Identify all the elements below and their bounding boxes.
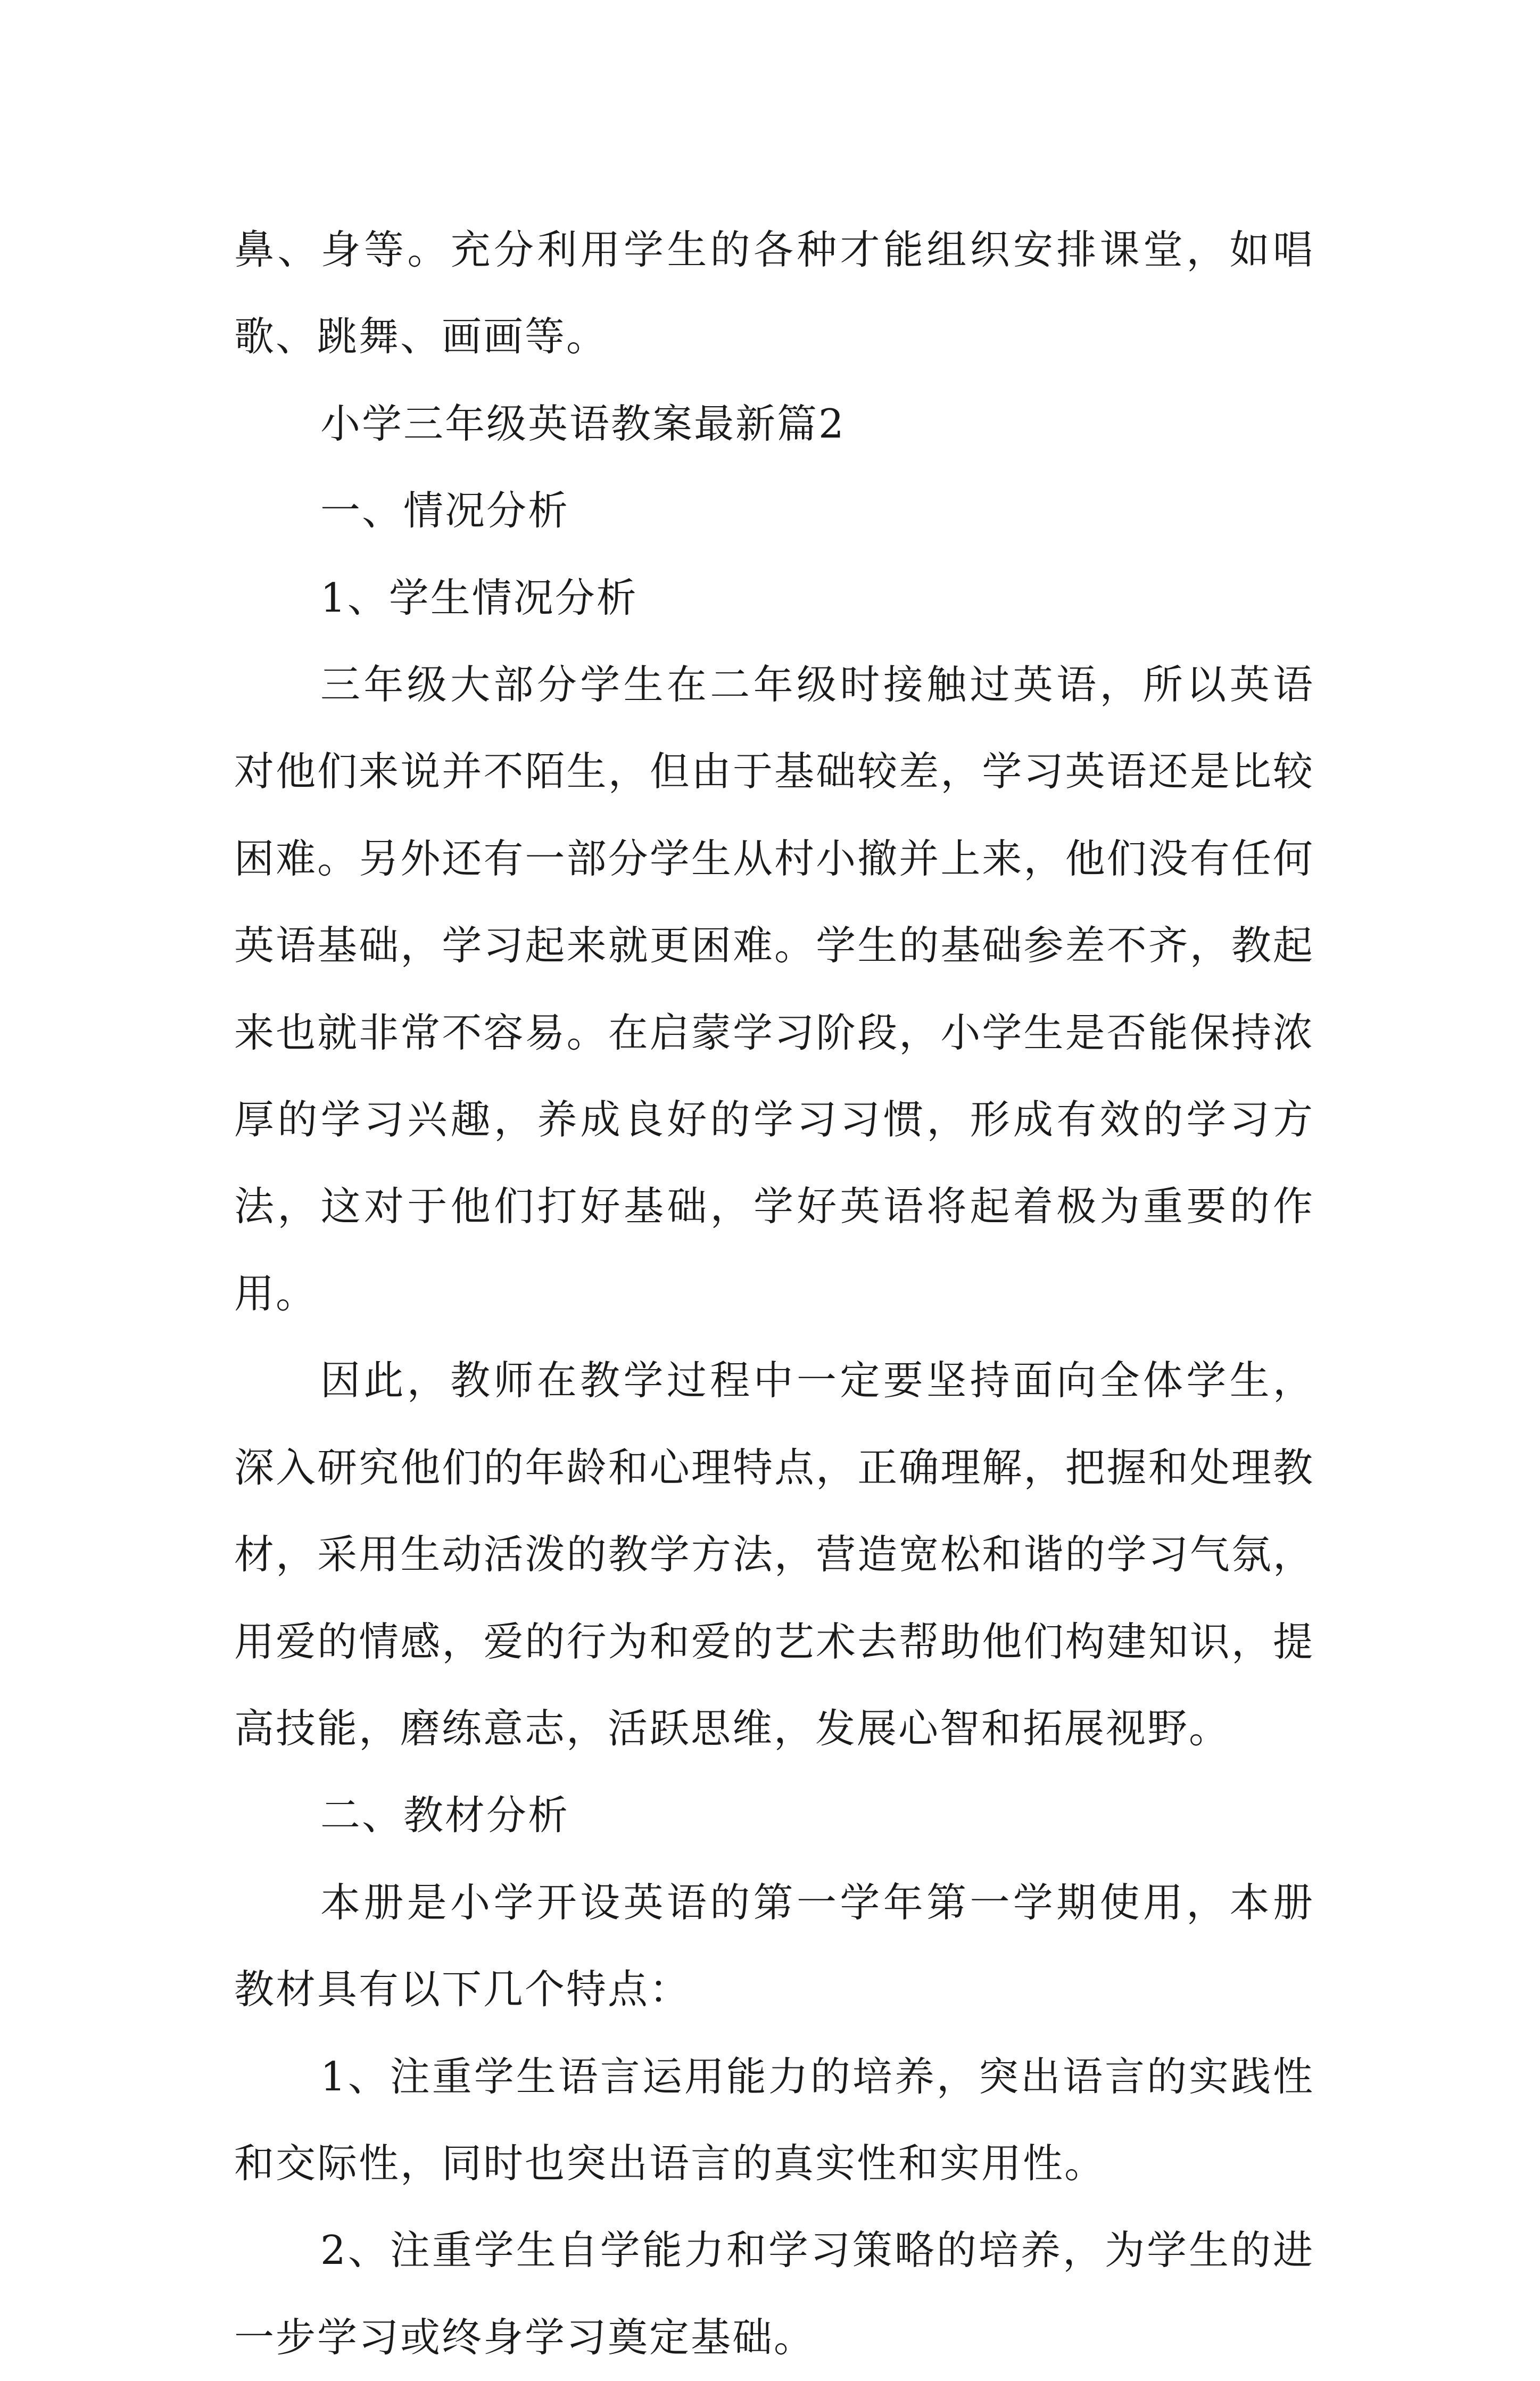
heading-textbook-analysis: 二、教材分析 (320, 1792, 570, 1839)
subheading-student-analysis: 1、学生情况分析 (320, 574, 638, 621)
paragraph-feature-2: 2、注重学生自学能力和学习策略的培养，为学生的进一步学习或终身学习奠定基础。 (234, 2227, 1314, 2361)
heading-situation-analysis: 一、情况分析 (320, 487, 570, 534)
paragraph-continuation: 鼻、身等。充分利用学生的各种才能组织安排课堂，如唱歌、跳舞、画画等。 (234, 226, 1314, 360)
paragraph-student-analysis: 三年级大部分学生在二年级时接触过英语，所以英语对他们来说并不陌生，但由于基础较差，学习英语还是比较困难。另外还有一部分学生从村小撤并上来，他们没有任何英语基础，学习起来就更困难。学生的基础参差不齐，教起来也就非常不容易。在启蒙学习阶段，小学生是否能保持浓厚的学习兴趣，养成良好的学习习惯，形成有效的学习方法，这对于他们打好基础，学好英语将起着极为重要的作用。 (234, 661, 1314, 1317)
document-body (234, 207, 1314, 2381)
section-title: 小学三年级英语教案最新篇2 (320, 400, 846, 447)
paragraph-teaching-approach: 因此，教师在教学过程中一定要坚持面向全体学生，深入研究他们的年龄和心理特点，正确理解，把握和处理教材，采用生动活泼的教学方法，营造宽松和谐的学习气氛，用爱的情感，爱的行为和爱的艺术去帮助他们构建知识，提高技能，磨练意志，活跃思维，发展心智和拓展视野。 (234, 1357, 1314, 1752)
paragraph-feature-1: 1、注重学生语言运用能力的培养，突出语言的实践性和交际性，同时也突出语言的真实性和实用性。 (234, 2053, 1314, 2187)
paragraph-textbook-intro: 本册是小学开设英语的第一学年第一学期使用，本册教材具有以下几个特点： (234, 1879, 1314, 2013)
